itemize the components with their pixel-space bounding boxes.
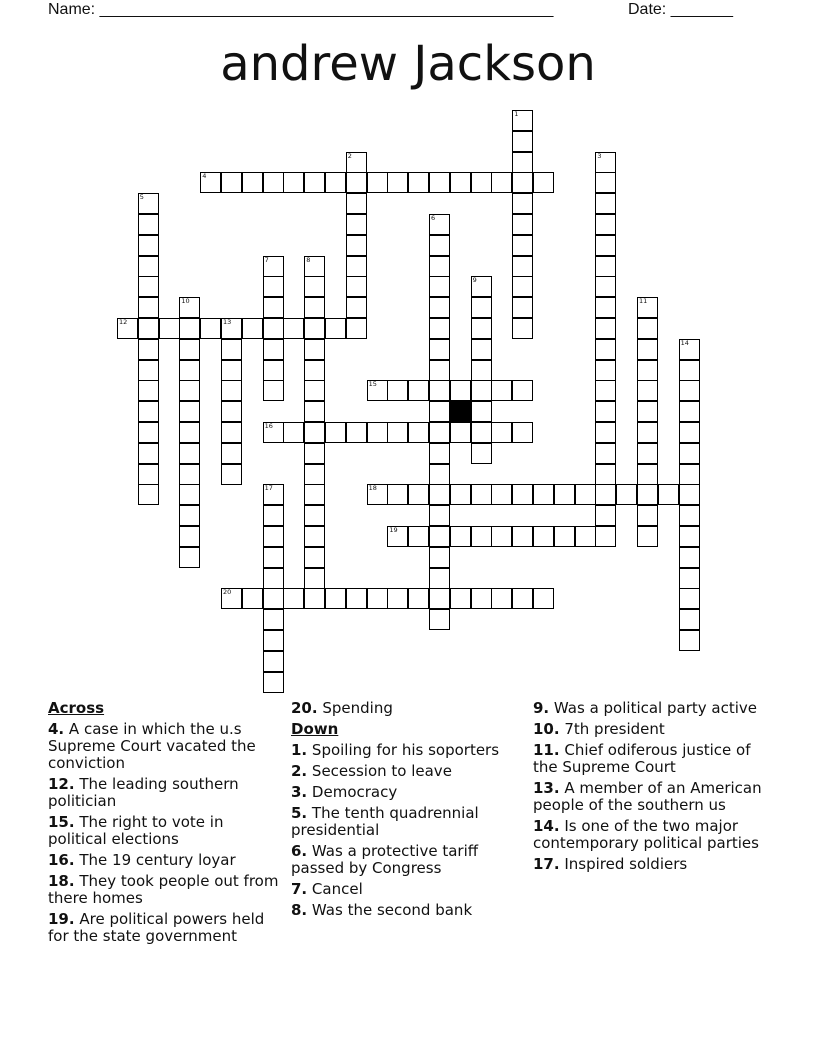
crossword-cell[interactable] xyxy=(263,172,284,193)
crossword-cell[interactable] xyxy=(679,526,700,547)
crossword-cell[interactable] xyxy=(408,526,429,547)
crossword-cell[interactable] xyxy=(304,276,325,297)
crossword-cell[interactable] xyxy=(595,484,616,505)
crossword-cell[interactable] xyxy=(387,172,408,193)
crossword-cell[interactable] xyxy=(679,380,700,401)
crossword-cell[interactable] xyxy=(679,484,700,505)
crossword-cell-13[interactable] xyxy=(221,318,242,339)
crossword-cell[interactable] xyxy=(637,360,658,381)
crossword-cell[interactable] xyxy=(179,526,200,547)
crossword-cell[interactable] xyxy=(512,380,533,401)
crossword-cell[interactable] xyxy=(679,464,700,485)
clue-down-3: 3. Democracy xyxy=(291,783,398,801)
crossword-black-cell xyxy=(450,401,471,422)
crossword-cell[interactable] xyxy=(429,505,450,526)
crossword-cell[interactable] xyxy=(429,256,450,277)
crossword-cell[interactable] xyxy=(512,152,533,173)
cell-number: 4 xyxy=(202,172,207,181)
crossword-cell[interactable] xyxy=(179,505,200,526)
crossword-cell[interactable] xyxy=(263,505,284,526)
crossword-cell[interactable] xyxy=(595,235,616,256)
crossword-cell[interactable] xyxy=(512,422,533,443)
crossword-cell[interactable] xyxy=(138,256,159,277)
crossword-cell[interactable] xyxy=(179,318,200,339)
crossword-cell[interactable] xyxy=(679,401,700,422)
crossword-cell[interactable] xyxy=(429,464,450,485)
crossword-cell[interactable] xyxy=(304,588,325,609)
crossword-cell[interactable] xyxy=(595,380,616,401)
crossword-cell-16[interactable] xyxy=(263,422,284,443)
cell-number: 16 xyxy=(264,422,273,430)
cell-number: 18 xyxy=(368,484,377,493)
crossword-cell[interactable] xyxy=(325,172,346,193)
crossword-cell[interactable] xyxy=(179,380,200,401)
crossword-cell[interactable] xyxy=(575,526,596,547)
crossword-cell[interactable] xyxy=(575,484,596,505)
cell-number: 12 xyxy=(119,318,128,326)
crossword-cell[interactable] xyxy=(408,422,429,443)
crossword-cell[interactable] xyxy=(595,297,616,318)
crossword-cell[interactable] xyxy=(679,568,700,589)
crossword-cell[interactable] xyxy=(491,484,512,505)
crossword-cell[interactable] xyxy=(138,339,159,360)
crossword-cell[interactable] xyxy=(179,422,200,443)
crossword-cell[interactable] xyxy=(346,214,367,235)
crossword-cell[interactable] xyxy=(679,630,700,651)
crossword-cell[interactable] xyxy=(429,443,450,464)
clues-column-3 xyxy=(533,700,773,877)
cell-number: 9 xyxy=(472,276,477,285)
down-heading: Down xyxy=(291,720,339,738)
crossword-cell[interactable] xyxy=(367,588,388,609)
crossword-cell[interactable] xyxy=(179,484,200,505)
crossword-cell[interactable] xyxy=(283,172,304,193)
crossword-cell[interactable] xyxy=(221,401,242,422)
crossword-cell[interactable] xyxy=(221,339,242,360)
crossword-cell-3[interactable] xyxy=(595,152,616,173)
crossword-cell[interactable] xyxy=(450,484,471,505)
crossword-cell-17[interactable] xyxy=(263,484,284,505)
crossword-cell[interactable] xyxy=(512,193,533,214)
clue-down-5: 5. The tenth quadrennial presidential xyxy=(291,804,479,839)
crossword-cell[interactable] xyxy=(491,526,512,547)
crossword-cell[interactable] xyxy=(450,172,471,193)
crossword-cell[interactable] xyxy=(325,588,346,609)
crossword-cell[interactable] xyxy=(512,214,533,235)
crossword-cell[interactable] xyxy=(346,256,367,277)
crossword-cell[interactable] xyxy=(263,568,284,589)
crossword-cell[interactable] xyxy=(138,318,159,339)
crossword-cell[interactable] xyxy=(429,588,450,609)
crossword-cell[interactable] xyxy=(304,360,325,381)
clue-down-10: 10. 7th president xyxy=(533,720,665,738)
cell-number: 7 xyxy=(264,255,269,264)
clue-across-4: 4. A case in which the u.s Supreme Court vacated the conviction xyxy=(48,720,256,772)
crossword-cell[interactable] xyxy=(200,318,221,339)
crossword-cell[interactable] xyxy=(679,588,700,609)
crossword-cell-7[interactable] xyxy=(263,256,284,277)
crossword-cell[interactable] xyxy=(304,339,325,360)
crossword-cell[interactable] xyxy=(138,276,159,297)
crossword-cell[interactable] xyxy=(138,422,159,443)
crossword-cell[interactable] xyxy=(179,547,200,568)
crossword-cell[interactable] xyxy=(533,588,554,609)
crossword-cell[interactable] xyxy=(325,422,346,443)
crossword-cell[interactable] xyxy=(679,505,700,526)
cell-number: 1 xyxy=(514,110,519,118)
crossword-cell-9[interactable] xyxy=(471,276,492,297)
crossword-cell[interactable] xyxy=(637,380,658,401)
clue-across-20: 20. Spending xyxy=(291,699,393,717)
crossword-cell[interactable] xyxy=(387,422,408,443)
crossword-cell[interactable] xyxy=(408,380,429,401)
crossword-cell[interactable] xyxy=(679,422,700,443)
crossword-cell[interactable] xyxy=(429,484,450,505)
crossword-cell[interactable] xyxy=(429,276,450,297)
crossword-cell[interactable] xyxy=(304,401,325,422)
crossword-cell[interactable] xyxy=(138,380,159,401)
crossword-cell[interactable] xyxy=(471,443,492,464)
crossword-cell[interactable] xyxy=(304,380,325,401)
clue-across-18: 18. They took people out from there homes xyxy=(48,872,279,907)
crossword-cell[interactable] xyxy=(637,484,658,505)
page-title: andrew Jackson xyxy=(220,36,596,92)
crossword-cell[interactable] xyxy=(512,276,533,297)
crossword-cell[interactable] xyxy=(346,172,367,193)
crossword-cell[interactable] xyxy=(221,172,242,193)
crossword-cell[interactable] xyxy=(304,526,325,547)
clue-down-13: 13. A member of an American people of the southern us xyxy=(533,779,762,814)
crossword-cell[interactable] xyxy=(471,172,492,193)
crossword-cell[interactable] xyxy=(471,401,492,422)
crossword-cell[interactable] xyxy=(679,443,700,464)
crossword-cell[interactable] xyxy=(179,360,200,381)
clue-across-16: 16. The 19 century loyar xyxy=(48,851,236,869)
crossword-cell[interactable] xyxy=(533,484,554,505)
crossword-cell[interactable] xyxy=(242,172,263,193)
crossword-cell[interactable] xyxy=(346,588,367,609)
crossword-cell[interactable] xyxy=(263,672,284,693)
crossword-cell[interactable] xyxy=(679,547,700,568)
crossword-cell[interactable] xyxy=(367,422,388,443)
crossword-cell[interactable] xyxy=(595,318,616,339)
crossword-cell[interactable] xyxy=(263,318,284,339)
crossword-cell[interactable] xyxy=(263,360,284,381)
clue-down-7: 7. Cancel xyxy=(291,880,363,898)
clue-down-1: 1. Spoiling for his soporters xyxy=(291,741,500,759)
crossword-cell[interactable] xyxy=(138,401,159,422)
crossword-cell[interactable] xyxy=(429,547,450,568)
crossword-cell[interactable] xyxy=(346,422,367,443)
crossword-cell-19[interactable] xyxy=(387,526,408,547)
crossword-cell[interactable] xyxy=(450,380,471,401)
cell-number: 8 xyxy=(306,255,311,264)
crossword-cell-18[interactable] xyxy=(367,484,388,505)
clue-across-15: 15. The right to vote in political elections xyxy=(48,813,224,848)
crossword-cell[interactable] xyxy=(346,297,367,318)
clues-column-1 xyxy=(48,700,280,949)
cell-number: 13 xyxy=(223,318,232,326)
clues-column-2 xyxy=(291,700,521,923)
crossword-cell[interactable] xyxy=(179,464,200,485)
crossword-cell[interactable] xyxy=(138,214,159,235)
crossword-cell[interactable] xyxy=(221,380,242,401)
crossword-cell[interactable] xyxy=(304,443,325,464)
crossword-cell[interactable] xyxy=(512,588,533,609)
crossword-cell[interactable] xyxy=(471,526,492,547)
crossword-cell[interactable] xyxy=(533,526,554,547)
crossword-cell-4[interactable] xyxy=(200,172,221,193)
crossword-cell-11[interactable] xyxy=(637,297,658,318)
crossword-cell[interactable] xyxy=(471,297,492,318)
crossword-cell[interactable] xyxy=(512,256,533,277)
crossword-cell[interactable] xyxy=(471,318,492,339)
crossword-cell[interactable] xyxy=(637,318,658,339)
crossword-cell[interactable] xyxy=(283,422,304,443)
crossword-cell[interactable] xyxy=(450,588,471,609)
clue-down-8: 8. Was the second bank xyxy=(291,901,473,919)
crossword-cell[interactable] xyxy=(512,526,533,547)
crossword-cell[interactable] xyxy=(512,297,533,318)
crossword-cell[interactable] xyxy=(283,588,304,609)
crossword-cell[interactable] xyxy=(471,588,492,609)
crossword-cell[interactable] xyxy=(263,609,284,630)
crossword-cell[interactable] xyxy=(138,360,159,381)
crossword-cell[interactable] xyxy=(179,443,200,464)
name-field-label: Name: ___________________________________________________ xyxy=(48,1,554,18)
crossword-cell[interactable] xyxy=(304,464,325,485)
crossword-cell[interactable] xyxy=(554,526,575,547)
crossword-cell[interactable] xyxy=(429,422,450,443)
crossword-cell[interactable] xyxy=(408,172,429,193)
clue-down-2: 2. Secession to leave xyxy=(291,762,452,780)
crossword-cell[interactable] xyxy=(533,172,554,193)
crossword-cell[interactable] xyxy=(595,193,616,214)
crossword-cell[interactable] xyxy=(491,422,512,443)
cell-number: 6 xyxy=(431,214,436,222)
crossword-cell[interactable] xyxy=(491,380,512,401)
crossword-cell-8[interactable] xyxy=(304,256,325,277)
crossword-cell[interactable] xyxy=(637,464,658,485)
crossword-cell[interactable] xyxy=(263,526,284,547)
date-field-label: Date: _______ xyxy=(628,1,733,18)
crossword-cell[interactable] xyxy=(595,505,616,526)
crossword-cell[interactable] xyxy=(429,568,450,589)
crossword-cell-12[interactable] xyxy=(117,318,138,339)
clue-across-19: 19. Are political powers held for the state government xyxy=(48,910,265,945)
crossword-cell[interactable] xyxy=(637,339,658,360)
crossword-cell[interactable] xyxy=(387,380,408,401)
crossword-cell[interactable] xyxy=(554,484,575,505)
crossword-cell[interactable] xyxy=(429,235,450,256)
crossword-cell[interactable] xyxy=(429,360,450,381)
cell-number: 17 xyxy=(264,484,273,493)
crossword-cell[interactable] xyxy=(263,588,284,609)
crossword-cell[interactable] xyxy=(429,297,450,318)
crossword-cell[interactable] xyxy=(637,505,658,526)
crossword-cell[interactable] xyxy=(138,484,159,505)
crossword-cell[interactable] xyxy=(595,172,616,193)
crossword-cell[interactable] xyxy=(221,422,242,443)
crossword-cell[interactable] xyxy=(512,172,533,193)
crossword-cell[interactable] xyxy=(221,464,242,485)
crossword-cell[interactable] xyxy=(491,172,512,193)
crossword-cell[interactable] xyxy=(471,380,492,401)
crossword-cell[interactable] xyxy=(512,484,533,505)
crossword-cell[interactable] xyxy=(595,464,616,485)
crossword-cell[interactable] xyxy=(408,484,429,505)
crossword-cell-2[interactable] xyxy=(346,152,367,173)
crossword-cell[interactable] xyxy=(387,484,408,505)
crossword-cell[interactable] xyxy=(595,401,616,422)
crossword-cell[interactable] xyxy=(450,422,471,443)
crossword-cell[interactable] xyxy=(346,318,367,339)
crossword-cell[interactable] xyxy=(387,588,408,609)
cell-number: 14 xyxy=(680,338,689,347)
cell-number: 10 xyxy=(181,297,190,306)
crossword-cell[interactable] xyxy=(471,484,492,505)
crossword-cell[interactable] xyxy=(138,297,159,318)
cell-number: 15 xyxy=(368,380,377,389)
crossword-cell[interactable] xyxy=(637,443,658,464)
crossword-cell[interactable] xyxy=(595,276,616,297)
crossword-cell[interactable] xyxy=(429,339,450,360)
crossword-cell[interactable] xyxy=(595,526,616,547)
crossword-cell[interactable] xyxy=(263,276,284,297)
crossword-cell[interactable] xyxy=(263,651,284,672)
crossword-cell-20[interactable] xyxy=(221,588,242,609)
crossword-cell[interactable] xyxy=(658,484,679,505)
crossword-cell-14[interactable] xyxy=(679,339,700,360)
crossword-cell[interactable] xyxy=(450,526,471,547)
crossword-cell[interactable] xyxy=(616,484,637,505)
crossword-cell[interactable] xyxy=(179,401,200,422)
crossword-cell[interactable] xyxy=(429,318,450,339)
crossword-cell[interactable] xyxy=(637,401,658,422)
clue-across-12: 12. The leading southern politician xyxy=(48,775,239,810)
crossword-cell[interactable] xyxy=(637,422,658,443)
crossword-cell[interactable] xyxy=(304,297,325,318)
cell-number: 20 xyxy=(223,588,232,597)
clue-down-14: 14. Is one of the two major contemporary political parties xyxy=(533,817,759,852)
crossword-cell[interactable] xyxy=(595,339,616,360)
crossword-cell[interactable] xyxy=(512,318,533,339)
crossword-cell[interactable] xyxy=(304,484,325,505)
crossword-cell-10[interactable] xyxy=(179,297,200,318)
clue-down-6: 6. Was a protective tariff passed by Congress xyxy=(291,842,479,877)
crossword-cell[interactable] xyxy=(367,172,388,193)
crossword-cell[interactable] xyxy=(471,360,492,381)
crossword-cell[interactable] xyxy=(512,235,533,256)
crossword-cell[interactable] xyxy=(679,360,700,381)
crossword-cell[interactable] xyxy=(595,422,616,443)
crossword-cell[interactable] xyxy=(429,401,450,422)
crossword-cell[interactable] xyxy=(429,172,450,193)
crossword-cell[interactable] xyxy=(595,214,616,235)
crossword-cell[interactable] xyxy=(429,526,450,547)
crossword-cell[interactable] xyxy=(429,609,450,630)
crossword-cell[interactable] xyxy=(408,588,429,609)
crossword-cell[interactable] xyxy=(138,464,159,485)
crossword-cell[interactable] xyxy=(304,172,325,193)
crossword-cell[interactable] xyxy=(138,235,159,256)
crossword-cell[interactable] xyxy=(242,588,263,609)
crossword-cell[interactable] xyxy=(471,339,492,360)
cell-number: 5 xyxy=(139,193,144,202)
crossword-cell-1[interactable] xyxy=(512,110,533,131)
crossword-cell[interactable] xyxy=(429,380,450,401)
crossword-cell[interactable] xyxy=(159,318,180,339)
crossword-cell[interactable] xyxy=(304,505,325,526)
crossword-cell[interactable] xyxy=(304,318,325,339)
crossword-cell[interactable] xyxy=(221,443,242,464)
cell-number: 19 xyxy=(389,526,398,534)
crossword-cell[interactable] xyxy=(637,526,658,547)
across-heading: Across xyxy=(48,699,105,717)
crossword-cell[interactable] xyxy=(242,318,263,339)
crossword-cell[interactable] xyxy=(595,360,616,381)
cell-number: 3 xyxy=(597,151,602,160)
clue-down-17: 17. Inspired soldiers xyxy=(533,855,688,873)
crossword-cell[interactable] xyxy=(679,609,700,630)
crossword-cell[interactable] xyxy=(263,380,284,401)
crossword-cell-15[interactable] xyxy=(367,380,388,401)
crossword-cell[interactable] xyxy=(471,422,492,443)
crossword-cell[interactable] xyxy=(346,276,367,297)
crossword-cell[interactable] xyxy=(263,339,284,360)
crossword-cell[interactable] xyxy=(346,193,367,214)
crossword-cell[interactable] xyxy=(263,547,284,568)
crossword-cell[interactable] xyxy=(325,318,346,339)
cell-number: 2 xyxy=(347,151,352,160)
crossword-cell[interactable] xyxy=(263,630,284,651)
crossword-cell[interactable] xyxy=(304,568,325,589)
cell-number: 11 xyxy=(639,297,648,306)
crossword-cell[interactable] xyxy=(491,588,512,609)
clue-down-11: 11. Chief odiferous justice of the Supreme Court xyxy=(533,741,751,776)
crossword-cell[interactable] xyxy=(304,547,325,568)
crossword-cell[interactable] xyxy=(138,443,159,464)
crossword-cell[interactable] xyxy=(346,235,367,256)
crossword-cell-5[interactable] xyxy=(138,193,159,214)
crossword-cell[interactable] xyxy=(512,131,533,152)
crossword-cell[interactable] xyxy=(221,360,242,381)
crossword-cell[interactable] xyxy=(283,318,304,339)
crossword-cell[interactable] xyxy=(263,297,284,318)
crossword-cell[interactable] xyxy=(304,422,325,443)
crossword-cell-6[interactable] xyxy=(429,214,450,235)
crossword-cell[interactable] xyxy=(595,256,616,277)
crossword-cell[interactable] xyxy=(179,339,200,360)
clue-down-9: 9. Was a political party active xyxy=(533,699,757,717)
crossword-cell[interactable] xyxy=(595,443,616,464)
